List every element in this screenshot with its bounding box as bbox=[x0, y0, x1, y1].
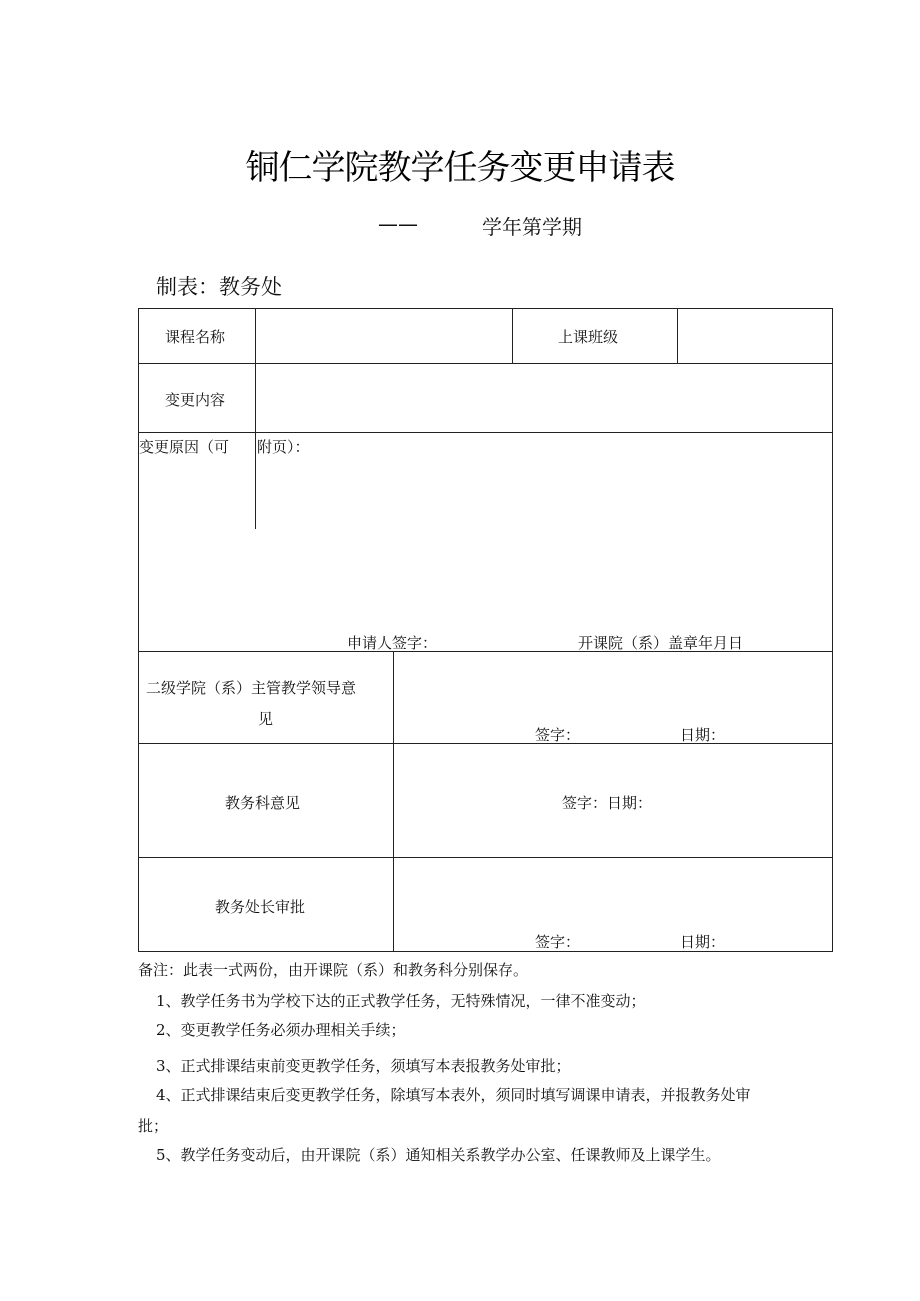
director-approval-field[interactable] bbox=[394, 858, 831, 928]
table-line bbox=[832, 308, 833, 952]
table-line bbox=[255, 432, 256, 529]
director-signature: 签字： bbox=[535, 933, 581, 951]
leader-date: 日期： bbox=[680, 726, 726, 744]
page-title: 铜仁学院教学任务变更申请表 bbox=[245, 148, 675, 188]
note-item: 1、教学任务书为学校下达的正式教学任务，无特殊情况，一律不准变动； bbox=[156, 992, 646, 1010]
section-signature-date: 签字：日期： bbox=[562, 794, 653, 812]
leader-opinion-label-cont: 见 bbox=[258, 710, 274, 728]
note-item: 2、变更教学任务必须办理相关手续； bbox=[156, 1021, 406, 1039]
section-opinion-label: 教务科意见 bbox=[225, 794, 301, 812]
course-name-field[interactable] bbox=[256, 309, 511, 362]
leader-opinion-label: 二级学院（系）主管教学领导意 bbox=[146, 679, 357, 697]
table-line bbox=[138, 432, 833, 433]
reason-label: 变更原因（可 bbox=[139, 438, 230, 456]
director-date: 日期： bbox=[680, 933, 726, 951]
reason-field[interactable] bbox=[257, 460, 831, 625]
note-item: 批； bbox=[138, 1117, 169, 1135]
applicant-signature: 申请人签字： bbox=[347, 634, 438, 652]
change-content-field[interactable] bbox=[256, 364, 831, 431]
table-line bbox=[138, 951, 833, 952]
term-label: 学年第学期 bbox=[482, 215, 582, 239]
leader-opinion-field[interactable] bbox=[394, 652, 831, 722]
remark: 备注：此表一式两份，由开课院（系）和教务科分别保存。 bbox=[138, 961, 529, 979]
college-seal-date: 开课院（系）盖章年月日 bbox=[578, 634, 744, 652]
class-field[interactable] bbox=[678, 309, 831, 362]
table-line bbox=[512, 308, 513, 363]
change-content-label: 变更内容 bbox=[165, 391, 226, 409]
note-item: 3、正式排课结束前变更教学任务，须填写本表报教务处审批； bbox=[156, 1057, 571, 1075]
note-item: 4、正式排课结束后变更教学任务，除填写本表外，须同时填写调课申请表，并报教务处审 bbox=[156, 1086, 751, 1104]
course-name-label: 课程名称 bbox=[165, 328, 226, 346]
director-approval-label: 教务处长审批 bbox=[215, 898, 306, 916]
table-line bbox=[138, 308, 139, 952]
form-maker: 制表：教务处 bbox=[156, 275, 282, 299]
term-year-blank: —— bbox=[378, 212, 418, 236]
note-item: 5、教学任务变动后，由开课院（系）通知相关系教学办公室、任课教师及上课学生。 bbox=[156, 1146, 721, 1164]
reason-label-cont: 附页）： bbox=[257, 438, 310, 456]
leader-signature: 签字： bbox=[535, 726, 581, 744]
class-label: 上课班级 bbox=[558, 328, 619, 346]
